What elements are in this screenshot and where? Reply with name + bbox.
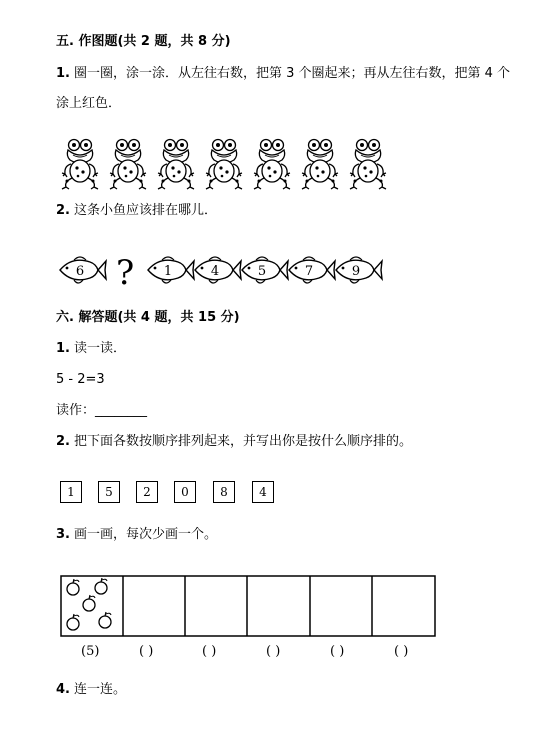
question-1-number: 1.	[56, 66, 70, 81]
question-1-text: 圈一圈，涂一涂．从左往右数，把第 3 个圈起来；再从左往右数，把第 4 个	[73, 66, 511, 81]
fish-label: 5	[257, 264, 267, 279]
number-box: 2	[136, 481, 158, 503]
number-box: 5	[98, 481, 120, 503]
frog-icon[interactable]	[62, 140, 98, 190]
read-as-answer[interactable]: 读作：________	[56, 403, 148, 418]
frog-icon[interactable]	[254, 140, 290, 190]
fish-label: 9	[351, 264, 361, 279]
count-blank[interactable]: ( )	[139, 644, 154, 659]
draw-cell[interactable]	[124, 577, 184, 635]
frog-icon[interactable]	[110, 140, 146, 190]
frog-icon[interactable]	[302, 140, 338, 190]
question-6-line	[56, 682, 126, 698]
question-5-number: 3.	[56, 527, 70, 542]
number-box: 1	[60, 481, 82, 503]
question-4-line	[56, 434, 412, 450]
frog-icon[interactable]	[350, 140, 386, 190]
fish-label: 1	[163, 264, 173, 279]
frog-icon[interactable]	[158, 140, 194, 190]
question-3-number: 1.	[56, 341, 70, 356]
draw-cell[interactable]	[248, 577, 309, 635]
fish-item	[289, 257, 335, 283]
question-6-text: 连一连。	[73, 682, 126, 697]
number-box: 0	[174, 481, 196, 503]
number-box: 8	[213, 481, 235, 503]
frog-row	[60, 136, 392, 190]
draw-cell[interactable]	[373, 577, 434, 635]
count-blank[interactable]: ( )	[266, 644, 281, 659]
question-3-text: 读一读．	[73, 341, 126, 356]
question-6-number: 4.	[56, 682, 70, 697]
count-label-first: (5)	[81, 644, 100, 659]
count-blank[interactable]: ( )	[394, 644, 409, 659]
section-5-title: 五. 作图题(共 2 题，共 8 分)	[56, 34, 231, 49]
question-fish	[60, 257, 106, 283]
question-4-text: 把下面各数按顺序排列起来，并写出你是按什么顺序排的。	[73, 434, 412, 449]
question-2-number: 2.	[56, 203, 70, 218]
fish-item	[195, 257, 241, 283]
fish-item	[242, 257, 288, 283]
question-1-line-2: 涂上红色．	[56, 96, 122, 111]
equation: 5 - 2=3	[56, 372, 105, 387]
fish-item	[336, 257, 382, 283]
frog-icon[interactable]	[206, 140, 242, 190]
question-5-text: 画一画，每次少画一个。	[73, 527, 217, 542]
question-mark: ?	[116, 253, 135, 292]
fish-label: 7	[304, 264, 314, 279]
count-blank[interactable]: ( )	[330, 644, 345, 659]
fish-item	[148, 257, 194, 283]
draw-cell[interactable]	[311, 577, 371, 635]
question-fish-label: 6	[75, 264, 85, 279]
question-1-line-1	[56, 66, 510, 82]
number-box: 4	[252, 481, 274, 503]
question-2-line	[56, 203, 217, 219]
section-6-title: 六. 解答题(共 4 题，共 15 分)	[56, 310, 240, 325]
drawing-grid	[60, 575, 436, 637]
question-3-line	[56, 341, 126, 357]
fish-row	[56, 246, 386, 292]
fish-label: 4	[210, 264, 220, 279]
draw-cell[interactable]	[186, 577, 246, 635]
question-2-text: 这条小鱼应该排在哪儿．	[73, 203, 217, 218]
question-5-line	[56, 527, 217, 543]
count-blank[interactable]: ( )	[202, 644, 217, 659]
question-4-number: 2.	[56, 434, 70, 449]
